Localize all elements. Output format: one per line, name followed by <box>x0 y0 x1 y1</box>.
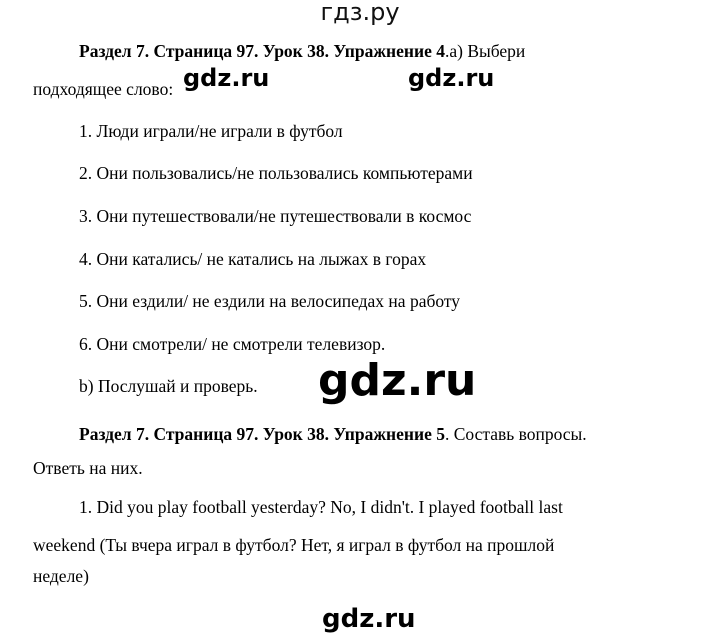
exercise5-answer-line: неделе) <box>33 566 89 586</box>
exercise4-item: 6. Они смотрели/ не смотрели телевизор. <box>79 334 386 354</box>
exercise4-task-a-continuation: подходящее слово: <box>33 79 174 99</box>
site-header-title: гдз.ру <box>320 0 400 26</box>
exercise5-task: . Составь вопросы. <box>444 424 587 444</box>
exercise4-item: 4. Они катались/ не катались на лыжах в горах <box>79 249 427 269</box>
exercise4-item: 2. Они пользовались/не пользовались компьютерами <box>79 163 473 183</box>
exercise5-task-continuation: Ответь на них. <box>33 458 143 478</box>
exercise4-task-b: b) Послушай и проверь. <box>79 376 258 396</box>
watermark: gdz.ru <box>408 64 495 92</box>
exercise4-title: Раздел 7. Страница 97. Урок 38. Упражнение 4 <box>79 41 445 61</box>
exercise5-heading-line <box>79 423 587 445</box>
exercise5-answer-line: 1. Did you play football yesterday? No, I didn't. I played football last <box>79 497 563 517</box>
exercise4-item: 1. Люди играли/не играли в футбол <box>79 121 343 141</box>
watermark: gdz.ru <box>318 355 477 406</box>
exercise4-item: 5. Они ездили/ не ездили на велосипедах на работу <box>79 291 461 311</box>
exercise5-title: Раздел 7. Страница 97. Урок 38. Упражнение 5 <box>79 424 445 444</box>
exercise4-item: 3. Они путешествовали/не путешествовали в космос <box>79 206 472 226</box>
exercise4-heading-line <box>79 40 525 62</box>
watermark: gdz.ru <box>183 64 270 92</box>
exercise4-task-a: .а) Выбери <box>444 41 526 61</box>
watermark: gdz.ru <box>322 604 416 634</box>
exercise5-answer-line: weekend (Ты вчера играл в футбол? Нет, я играл в футбол на прошлой <box>33 535 555 555</box>
